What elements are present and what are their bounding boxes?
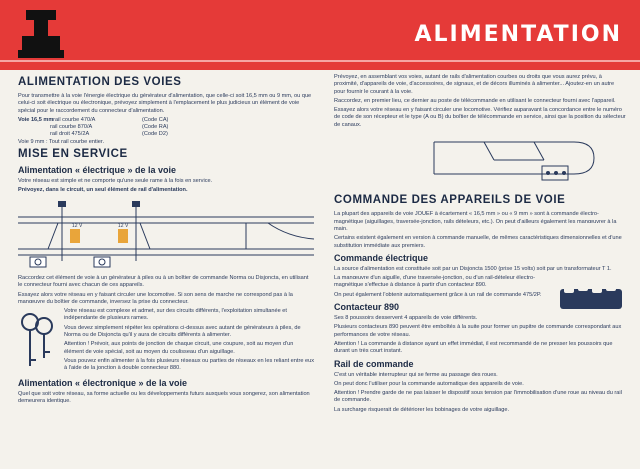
voie-16-table xyxy=(18,117,314,139)
subtitle-electrique: Alimentation « électrique » de la voie xyxy=(18,165,177,176)
surcharge-text: La surcharge risquerait de détériorer les bobinages de votre aiguillage. xyxy=(334,406,510,413)
plupart-text: La plupart des appareils de voie JOUEF à écartement « 16,5 mm » ou « 9 mm » sont à commande électro-magnétique (aiguillages, traversée-jonction, rails dételeurs, etc.). On peut d'ailleurs également les manœuvrer à la main. xyxy=(334,211,617,232)
wiring-diagram-track xyxy=(18,199,314,269)
attention-rail-text: Attention ! Prendre garde de ne pas laisser le dispositif sous tension par l'immobilisation d'une roue au niveau du rail de commande. xyxy=(334,390,622,404)
service-text-2: Prévoyez, dans le circuit, un seul élément de rail d'alimentation. xyxy=(18,187,188,194)
electronique-text: Quel que soit votre réseau, sa forme actuelle ou les développements futurs auxquels vous songerez, son alimentation demeurera identique. xyxy=(18,390,310,404)
left-column xyxy=(18,74,314,407)
onpeut-text: On peut également l'obtenir automatiquement grâce à un rail de commande 475/2P. xyxy=(334,291,542,298)
page-title: ALIMENTATION xyxy=(414,22,622,47)
plusieurs-text: Plusieurs contacteurs 890 peuvent être emboîtés à la suite pour former un pupitre de commande correspondant aux performances de votre réseau. xyxy=(334,324,622,338)
ses8-text: Ses 8 poussoirs desservent 4 appareils de voie différents. xyxy=(334,315,478,322)
header-rule xyxy=(0,60,640,62)
prevoyez-text: Prévoyez, en assemblant vos voies, autant de rails d'alimentation courbes ou droits que vous aurez prévu, à proximité, d'appareils de voie, d'accessoires, de signaux, et de décors illuminés à alimenter... Ajoutez-en un autre pour fournir le courant à la voie. xyxy=(334,74,615,95)
section-title-commande: COMMANDE DES APPAREILS DE VOIE xyxy=(334,194,566,207)
intro-text: Pour transmettre à la voie l'énergie électrique du générateur d'alimentation, que celle-ci soit 16,5 mm ou 9 mm, ou que celui-ci soit électrique ou électronique, prévoyez simplement à l'emplacement le plus judicieux un élément de voie spécial pour le raccordement du connecteur d'alimentation. xyxy=(18,93,312,114)
essayez-text: Essayez alors votre réseau en y faisant circuler une locomotive. Si son sens de marche ne correspond pas à la manœuvre du boîtier de commande, inversez la prise du connecteur. xyxy=(18,291,293,305)
certains-text: Certains existent également en version à commande manuelle, de mêmes caractéristiques dimensionnelles et d'une substitution immédiate aux premiers. xyxy=(334,235,622,249)
manoeuvre-text: La manœuvre d'un aiguille, d'une traversée-jonction, ou d'un rail-dételeur électro-magnétique s'effectue à distance à partir d'un contacteur 890. xyxy=(334,275,535,289)
subtitle-commande-electrique: Commande électrique xyxy=(334,252,429,263)
raccordez-text: Raccordez cet élément de voie à un générateur à piles ou à un boîtier de commande Norma ou Disjoncta, en utilisant le connecteur fourni avec chacun de ces appareils. xyxy=(18,274,309,289)
source-text: La source d'alimentation est constituée soit par un Disjoncta 1500 (prise 15 volts) soit par un transformateur T 1. xyxy=(334,265,612,272)
cest-text: C'est un véritable interrupteur qui se ferme au passage des roues. xyxy=(334,371,498,378)
voie-16-row-code: (Code D2) xyxy=(142,131,168,138)
ondoit-text: On peut donc l'utiliser pour la commande automatique des appareils de voie. xyxy=(334,380,524,387)
essayez-text-right: Essayez alors votre réseau en y faisant circuler une locomotive. Vérifiez auparavant la concordance entre le numéro de code de son récepteur et le type (A ou B) du boîtier de télécommande en service, ainsi que la position du sélecteur de canaux. xyxy=(334,107,626,128)
voie-9-text: Voie 9 mm : Tout rail courbe entier. xyxy=(18,138,105,145)
rail-profile-icon xyxy=(12,6,70,64)
right-column xyxy=(334,74,626,416)
voie-16-row-name: rail courbe 870/A xyxy=(50,124,93,131)
service-text-1: Votre réseau est simple et ne comporte qu'une seule rame à la fois en service. xyxy=(18,178,213,185)
voie-16-row-name: : rail courbe 470/A xyxy=(50,116,96,123)
voie-16-row-code: (Code RA) xyxy=(142,124,169,131)
contacteur-890-icon xyxy=(556,275,626,315)
section-title-service: MISE EN SERVICE xyxy=(18,148,128,161)
complexe-text: Votre réseau est complexe et admet, sur des circuits différents, l'exploitation simultanée et indépendante de plusieurs rames. xyxy=(64,308,287,322)
section-title-voies: ALIMENTATION DES VOIES xyxy=(18,76,182,88)
attention-text: Attention ! Prévoir, aux points de jonction de chaque circuit, une coupure, soit au moyen d'un élément de voie spécial, soit au moyen du coulisseau d'un aiguillage. xyxy=(64,341,294,355)
pouvez-text: Vous pouvez enfin alimenter à la fois plusieurs réseaux ou parties de réseaux en les reliant entre eux à l'aide de la jonction à double connecteur 880. xyxy=(64,357,315,372)
attention-commande-text: Attention ! La commande à distance ayant un effet immédiat, il est recommandé de ne presser les poussoirs que durant un très court instant. xyxy=(334,340,613,355)
voie-16-label: Voie 16,5 mm xyxy=(18,116,54,123)
subtitle-contacteur: Contacteur 890 xyxy=(334,302,400,313)
diagram-voltage-label-b: 12 V xyxy=(118,222,129,229)
keys-row xyxy=(18,308,314,374)
subtitle-electronique: Alimentation « électronique » de la voie xyxy=(18,377,188,388)
raccordez-text-right: Raccordez, en premier lieu, ce dernier au poste de télécommande en utilisant le connecteur fourni avec l'appareil. xyxy=(334,97,616,104)
remote-control-diagram xyxy=(424,134,604,186)
subtitle-rail-commande: Rail de commande xyxy=(334,358,414,369)
decoupez-text: Vous devez simplement répéter les opérations ci-dessus avec autant de générateurs à piles, de Norma ou de Disjoncta qu'il y aura de circuits différents à alimenter. xyxy=(64,324,301,339)
voie-16-row-code: (Code CA) xyxy=(142,116,169,123)
voie-16-row-name: rail droit 475/2A xyxy=(50,131,90,138)
header-bar xyxy=(0,0,640,70)
diagram-voltage-label-a: 12 V xyxy=(72,222,83,229)
keys-icon xyxy=(18,308,58,370)
